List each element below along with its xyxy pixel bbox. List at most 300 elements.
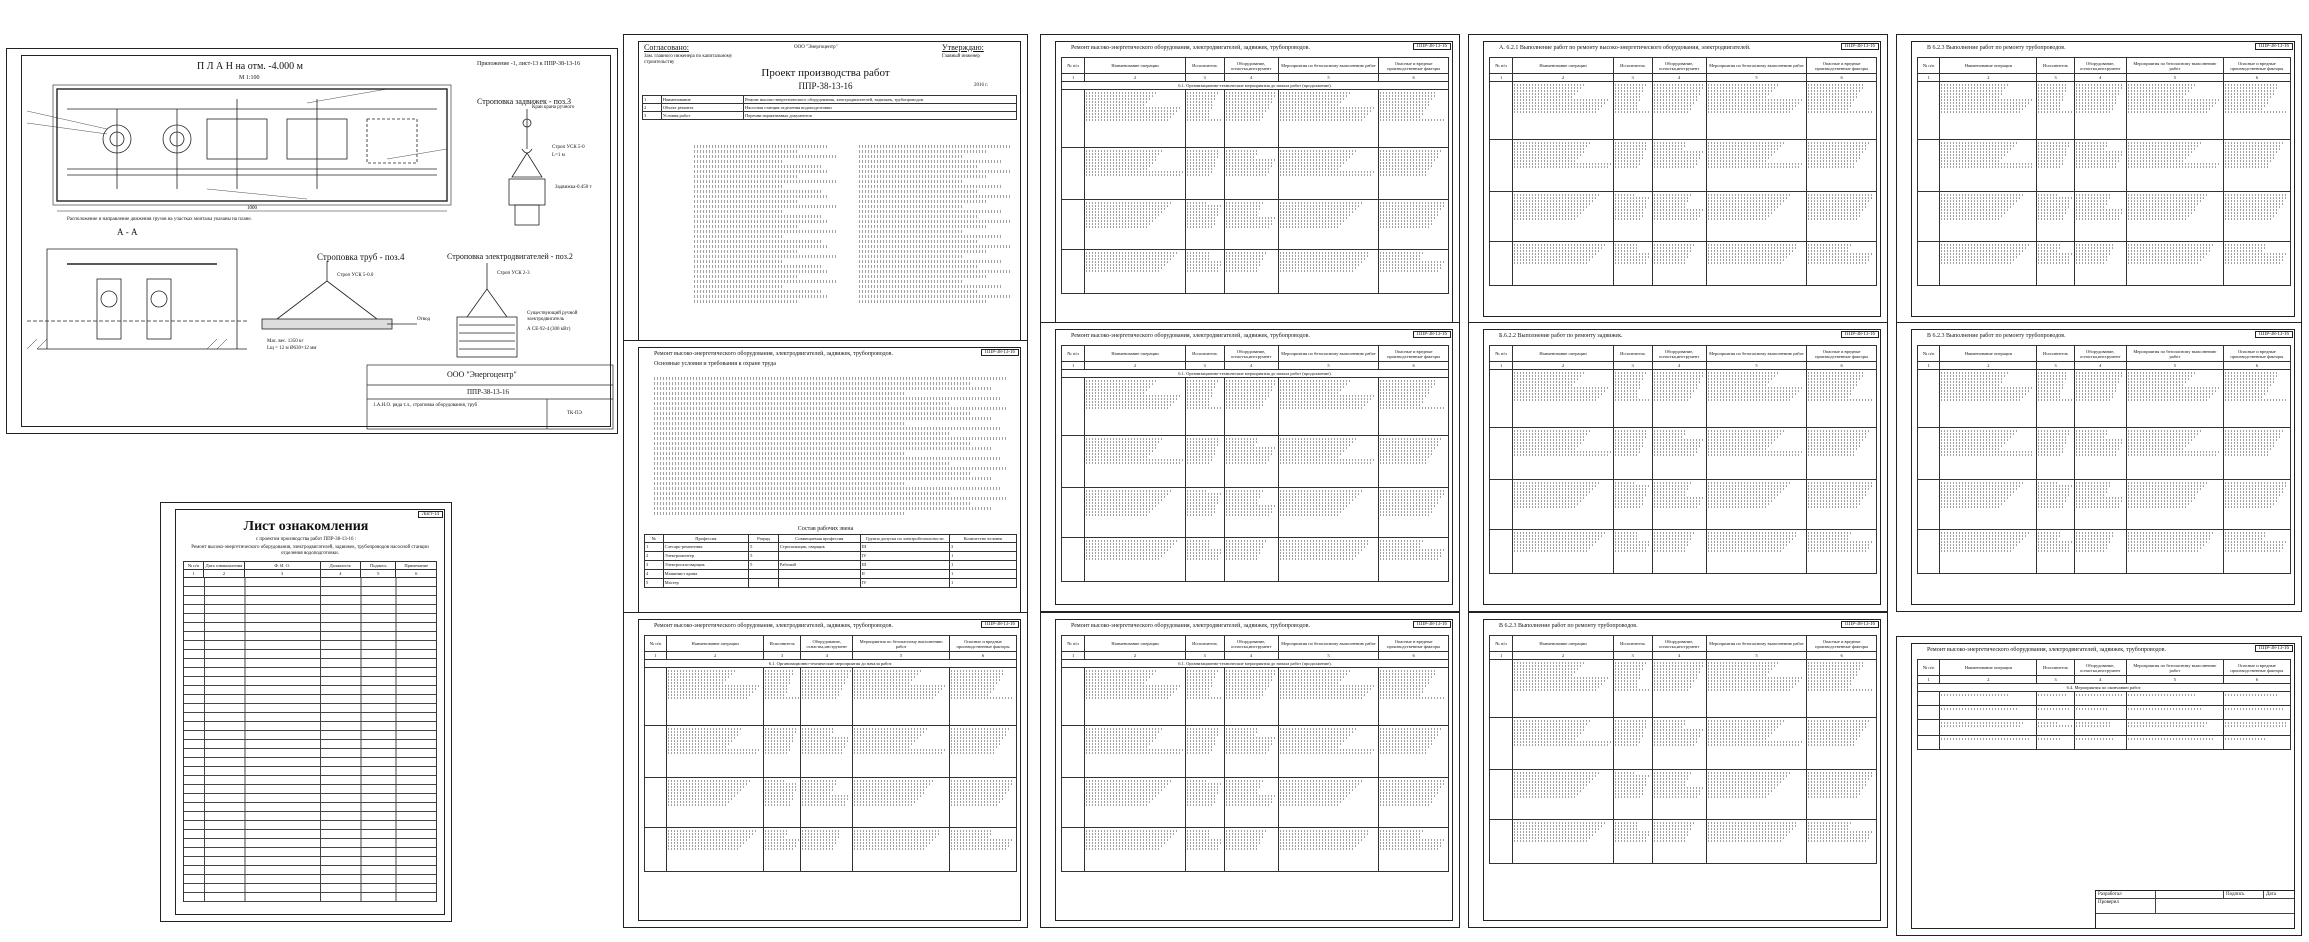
text-line — [2128, 212, 2192, 214]
text-line — [1187, 261, 1222, 263]
text-line — [2128, 497, 2195, 499]
text-line — [1615, 148, 1646, 150]
text-line — [1280, 168, 1340, 170]
text-line — [1615, 244, 1639, 246]
text-line — [859, 250, 987, 253]
text-line — [2038, 448, 2064, 450]
text-line — [1086, 540, 1178, 542]
text-line — [1086, 380, 1157, 382]
text-line — [1226, 205, 1262, 207]
text-line — [2038, 399, 2072, 401]
staff-cell: 1 — [949, 552, 1016, 561]
operation-cell — [2037, 192, 2074, 242]
operation-cell — [1613, 370, 1652, 428]
operation-cell — [1807, 530, 1877, 574]
text-line — [1615, 790, 1644, 792]
text-line — [1280, 676, 1344, 678]
text-line — [859, 175, 987, 178]
text-line — [1187, 453, 1215, 455]
operation-cell — [764, 828, 801, 872]
text-line — [1187, 752, 1212, 754]
text-line — [1280, 546, 1365, 548]
text-line — [2076, 151, 2124, 153]
text-line — [1514, 671, 1576, 673]
text-line — [1280, 459, 1376, 461]
text-line — [1654, 738, 1699, 740]
text-line — [951, 783, 1012, 785]
text-line — [668, 728, 743, 730]
text-line — [1654, 541, 1690, 543]
text-line — [1615, 781, 1647, 783]
text-line — [1808, 738, 1857, 740]
text-line — [668, 670, 736, 672]
staff-row — [645, 579, 1017, 588]
cover-text-lines — [694, 143, 844, 305]
text-line — [854, 848, 924, 850]
text-line — [1280, 162, 1345, 164]
operation-cell — [1706, 140, 1807, 192]
text-line — [1615, 142, 1648, 144]
text-line — [765, 780, 786, 782]
text-line — [1654, 729, 1704, 731]
text-line — [2225, 142, 2284, 144]
column-number: 6 — [2223, 74, 2290, 82]
text-line — [1615, 200, 1649, 202]
operation-cell — [1185, 488, 1224, 538]
acquaintance-blank-row — [184, 884, 436, 893]
text-line — [1808, 796, 1858, 798]
text-line — [1226, 839, 1262, 841]
text-line — [2038, 253, 2072, 255]
column-header-measures: Мероприятия по безопасному выполнению работ — [1706, 346, 1807, 362]
text-line — [765, 789, 796, 791]
operation-cell — [1278, 378, 1379, 436]
text-line — [802, 685, 843, 687]
text-line — [1808, 203, 1868, 205]
staff-cell — [749, 570, 779, 579]
acquaintance-title: Лист ознакомления — [243, 519, 369, 534]
column-number: 3 — [2037, 362, 2074, 370]
text-line — [854, 836, 936, 838]
staff-cell: IV — [860, 579, 949, 588]
operation-cell — [1918, 706, 1940, 720]
text-line — [694, 155, 837, 158]
operation-cell — [1185, 436, 1224, 488]
staff-cell: 1 — [949, 561, 1016, 570]
text-line — [1708, 665, 1775, 667]
text-line — [2076, 93, 2120, 95]
text-line — [1280, 444, 1351, 446]
org-measures-sheet — [623, 612, 1028, 928]
label-usk-1: Строп УСК 5-0.0 — [337, 273, 374, 278]
text-line — [1708, 772, 1792, 774]
text-line — [1187, 697, 1222, 699]
text-line — [859, 290, 979, 293]
text-line — [1514, 491, 1590, 493]
text-line — [1226, 697, 1263, 699]
text-line — [1941, 262, 2012, 264]
text-line — [1187, 514, 1214, 516]
column-number: 2 — [1513, 74, 1614, 82]
text-line — [2076, 111, 2111, 113]
drawing-company: ООО "Энергоцентр" — [447, 370, 517, 379]
text-line — [1226, 107, 1269, 109]
operation-cell — [1062, 668, 1085, 726]
text-line — [1226, 490, 1263, 492]
operation-cell — [1490, 718, 1513, 770]
acquaintance-blank-row — [184, 830, 436, 839]
text-line — [951, 740, 1002, 742]
text-line — [1514, 482, 1599, 484]
text-line — [694, 240, 822, 243]
text-line — [1941, 218, 2000, 220]
text-line — [859, 260, 1003, 263]
text-line — [1654, 488, 1688, 490]
text-line — [765, 749, 790, 751]
text-line — [1086, 261, 1169, 263]
text-line — [1941, 454, 2031, 456]
text-line — [1187, 395, 1212, 397]
text-line — [859, 155, 963, 158]
text-line — [2128, 102, 2216, 104]
text-line — [1226, 226, 1272, 228]
text-line — [1380, 453, 1431, 455]
text-line — [1514, 674, 1574, 676]
text-line — [2225, 203, 2283, 205]
sheet-3 — [1040, 34, 1460, 334]
operation-cell — [2074, 692, 2126, 706]
text-line — [1226, 783, 1262, 785]
text-line — [1708, 105, 1797, 107]
text-line — [1187, 493, 1222, 495]
text-line — [802, 833, 840, 835]
sheet-4 — [1468, 34, 1888, 324]
text-line — [1187, 258, 1209, 260]
operation-row — [1490, 192, 1877, 242]
text-line — [1808, 482, 1874, 484]
text-line — [1654, 506, 1700, 508]
text-line — [1380, 746, 1429, 748]
text-line — [1708, 111, 1791, 113]
text-line — [1280, 682, 1339, 684]
text-line — [1514, 390, 1607, 392]
text-line — [1514, 111, 1598, 113]
text-line — [854, 780, 935, 782]
text-line — [2076, 506, 2120, 508]
text-line — [1808, 454, 1853, 456]
operation-row — [1062, 488, 1449, 538]
text-line — [1514, 439, 1583, 441]
text-line — [951, 789, 1009, 791]
text-line — [1514, 163, 1611, 165]
column-header-operation: Наименование операции — [1513, 346, 1614, 362]
text-line — [1514, 157, 1577, 159]
text-line — [1514, 544, 1594, 546]
approval-designed: Разработал — [2096, 891, 2156, 898]
text-line — [1615, 494, 1646, 496]
text-line — [694, 150, 799, 153]
text-line — [1187, 441, 1219, 443]
text-line — [2128, 494, 2198, 496]
text-line — [1226, 407, 1263, 409]
text-line — [854, 804, 912, 806]
staff-cell: 5 — [749, 561, 779, 570]
column-header-equipment: Оборудование, оснастка,инструмент — [1224, 346, 1278, 362]
text-line — [1615, 831, 1650, 833]
text-line — [2225, 93, 2274, 95]
text-line — [654, 382, 971, 385]
text-line — [1280, 845, 1356, 847]
text-line — [1708, 454, 1801, 456]
operation-row — [1918, 530, 2291, 574]
approved-text: Главный инженер — [942, 54, 980, 59]
text-line — [1187, 392, 1213, 394]
text-line — [1226, 252, 1267, 254]
text-line — [802, 830, 841, 832]
text-line — [1380, 558, 1439, 560]
operation-cell — [1085, 828, 1186, 872]
text-line — [1654, 668, 1702, 670]
operation-cell — [1940, 428, 2037, 480]
text-line — [1808, 96, 1857, 98]
text-line — [1808, 372, 1865, 374]
text-line — [1086, 395, 1182, 397]
text-line — [1708, 494, 1780, 496]
text-line — [2038, 206, 2068, 208]
text-line — [1280, 208, 1358, 210]
column-header-operation: Наименование операции — [1085, 346, 1186, 362]
operation-cell — [2074, 720, 2126, 736]
text-line — [1380, 110, 1425, 112]
operation-cell — [1652, 192, 1706, 242]
text-line — [2038, 445, 2065, 447]
acq-col-name: Ф. И. О. — [244, 562, 320, 570]
text-line — [2225, 197, 2287, 199]
text-line — [1708, 253, 1790, 255]
text-line — [1808, 778, 1870, 780]
text-line — [951, 728, 1010, 730]
text-line — [2038, 430, 2070, 432]
text-line — [1941, 503, 2003, 505]
text-line — [1086, 499, 1162, 501]
text-line — [654, 377, 1007, 380]
text-line — [859, 295, 1011, 298]
text-line — [1086, 743, 1149, 745]
operation-cell — [1807, 370, 1877, 428]
text-line — [2038, 442, 2066, 444]
text-line — [1615, 491, 1647, 493]
text-line — [1226, 156, 1257, 158]
text-line — [1808, 683, 1851, 685]
text-line — [1808, 111, 1873, 113]
text-line — [1654, 194, 1691, 196]
text-line — [1708, 840, 1781, 842]
text-line — [1808, 665, 1863, 667]
text-line — [1708, 532, 1799, 534]
text-line — [1187, 496, 1221, 498]
text-line — [1615, 677, 1640, 679]
text-line — [951, 752, 995, 754]
text-line — [1380, 150, 1441, 152]
text-line — [802, 691, 840, 693]
column-number: 4 — [2074, 362, 2126, 370]
operation-cell — [1085, 668, 1186, 726]
column-number: 2 — [667, 652, 764, 660]
text-line — [802, 798, 849, 800]
operation-row — [1062, 148, 1449, 200]
text-line — [1514, 203, 1590, 205]
text-line — [1380, 731, 1439, 733]
text-line — [1086, 676, 1151, 678]
text-line — [2038, 396, 2059, 398]
staff-cell: Стропальщик, сварщик — [778, 543, 860, 552]
text-line — [1280, 165, 1342, 167]
text-line — [802, 697, 837, 699]
text-line — [1086, 92, 1157, 94]
text-line — [1226, 95, 1275, 97]
column-number: 4 — [1652, 652, 1706, 660]
text-line — [1086, 264, 1166, 266]
column-number: 1 — [1918, 676, 1940, 684]
text-line — [854, 786, 929, 788]
text-line — [1514, 781, 1590, 783]
text-line — [1187, 98, 1216, 100]
section-motors-title: Строповка электродвигателей - поз.2 — [447, 252, 573, 261]
operation-cell — [2074, 530, 2126, 574]
sheet-code: ППР-38-13-16 — [1841, 331, 1879, 338]
text-line — [1615, 744, 1640, 746]
text-line — [2076, 96, 2119, 98]
text-line — [1380, 113, 1423, 115]
text-line — [654, 437, 1007, 440]
text-line — [1380, 833, 1422, 835]
column-header-measures: Мероприятия по безопасному выполнению работ — [2126, 346, 2223, 362]
text-line — [951, 848, 1007, 850]
operation-cell — [1807, 242, 1877, 286]
text-line — [1380, 499, 1440, 501]
text-line — [1226, 462, 1268, 464]
text-line — [1086, 546, 1172, 548]
text-line — [1808, 744, 1853, 746]
text-line — [1280, 255, 1368, 257]
text-line — [668, 746, 726, 748]
operation-cell — [2223, 706, 2290, 720]
text-line — [654, 397, 1000, 400]
text-line — [654, 422, 906, 425]
operations-table — [1061, 57, 1449, 294]
text-line — [1187, 380, 1218, 382]
text-line — [802, 780, 838, 782]
text-line — [2038, 439, 2067, 441]
text-line — [1941, 399, 2022, 401]
text-line — [2225, 494, 2281, 496]
section-title: 6.1. Организационно-технические мероприятия до начала работ (продолжение). — [1062, 660, 1449, 668]
staff-cell: 1 — [949, 579, 1016, 588]
text-line — [1226, 150, 1260, 152]
cover-row-label: Условия работ — [661, 112, 743, 120]
text-line — [1226, 258, 1264, 260]
text-line — [1380, 792, 1438, 794]
operation-cell — [1062, 148, 1085, 200]
text-line — [2128, 203, 2200, 205]
text-line — [1808, 451, 1855, 453]
text-line — [1280, 380, 1350, 382]
operation-cell — [2126, 428, 2223, 480]
text-line — [765, 737, 794, 739]
text-line — [1708, 541, 1790, 543]
text-line — [1187, 746, 1214, 748]
operation-row — [1490, 480, 1877, 530]
text-line — [1280, 804, 1341, 806]
text-line — [1941, 485, 2020, 487]
text-line — [1280, 392, 1339, 394]
text-line — [1187, 211, 1219, 213]
text-line — [1808, 662, 1865, 664]
text-line — [1708, 485, 1789, 487]
text-line — [1514, 541, 1597, 543]
text-line — [1226, 441, 1258, 443]
text-line — [765, 836, 786, 838]
text-line — [2128, 145, 2199, 147]
text-line — [2225, 454, 2269, 456]
sheet-code: ППР-38-13-16 — [1413, 43, 1451, 50]
text-line — [2128, 547, 2201, 549]
text-line — [1654, 145, 1686, 147]
text-line — [1615, 451, 1641, 453]
text-line — [1187, 113, 1210, 115]
text-line — [1280, 679, 1341, 681]
text-line — [1941, 163, 2034, 165]
operations-table — [1061, 635, 1449, 872]
text-line — [859, 185, 1003, 188]
text-line — [2076, 500, 2123, 502]
text-line — [668, 688, 757, 690]
text-line — [1514, 399, 1598, 401]
text-line — [1380, 395, 1427, 397]
text-line — [1708, 378, 1772, 380]
text-line — [1615, 215, 1643, 217]
operation-cell — [1652, 82, 1706, 140]
text-line — [1615, 430, 1648, 432]
staff-col: Профессия — [663, 535, 749, 543]
text-line — [1380, 220, 1434, 222]
text-line — [1086, 447, 1155, 449]
sheet-header: В 6.2.3 Выполнение работ по ремонту трубопроводов. — [1927, 333, 2066, 339]
text-line — [1808, 494, 1866, 496]
text-line — [2076, 90, 2122, 92]
text-line — [2128, 384, 2184, 386]
operation-row — [1918, 428, 2291, 480]
text-line — [668, 685, 760, 687]
text-line — [668, 752, 758, 754]
text-line — [1708, 157, 1770, 159]
text-line — [951, 836, 989, 838]
text-line — [1086, 462, 1180, 464]
text-line — [1708, 793, 1771, 795]
column-header-equipment: Оборудование, оснастка,инструмент — [2074, 660, 2126, 676]
text-line — [1280, 404, 1366, 406]
text-line — [2225, 160, 2272, 162]
text-line — [1187, 101, 1214, 103]
text-line — [1708, 488, 1786, 490]
operation-cell — [1706, 82, 1807, 140]
text-line — [1280, 92, 1350, 94]
acquaintance-blank-row — [184, 695, 436, 704]
operation-row — [645, 726, 1017, 778]
text-line — [1708, 197, 1789, 199]
sheet-code: ППР-38-13-16 — [1841, 621, 1879, 628]
text-line — [1708, 206, 1780, 208]
